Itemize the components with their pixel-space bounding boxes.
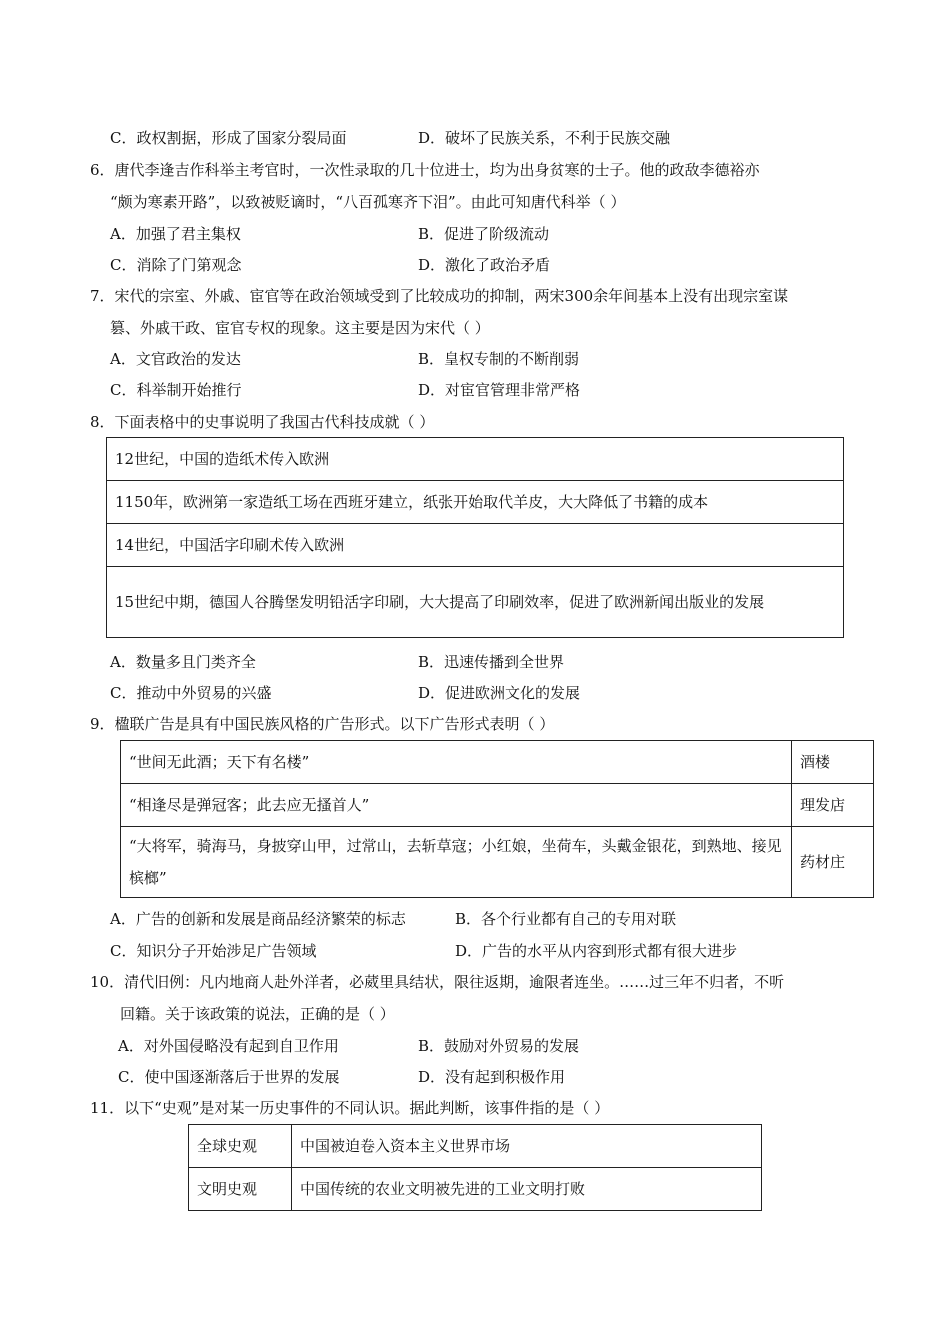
q9-option-a: A．广告的创新和发展是商品经济繁荣的标志 (110, 910, 406, 928)
q7-option-a: A．文官政治的发达 (110, 350, 241, 368)
q9-stem: 9．楹联广告是具有中国民族风格的广告形式。以下广告形式表明（ ） (90, 715, 555, 733)
q11-view-cell: 全球史观 (189, 1125, 292, 1168)
q11-view-cell: 文明史观 (189, 1168, 292, 1211)
q7-stem-line2: 篡、外戚干政、宦官专权的现象。这主要是因为宋代（ ） (110, 319, 490, 337)
table-row (189, 1125, 762, 1168)
q6-option-a: A．加强了君主集权 (110, 225, 241, 243)
q9-shop-cell: 药材庄 (792, 827, 874, 898)
table-row (121, 741, 874, 784)
q6-option-c: C．消除了门第观念 (110, 256, 242, 274)
q10-stem-line1: 10．清代旧例：凡内地商人赴外洋者，必葳里具结状，限往返期，逾限者连坐。……过三年不归者，不听 (90, 973, 785, 991)
q9-shop-cell: 酒楼 (792, 741, 874, 784)
q8-cell: 1150年，欧洲第一家造纸工场在西班牙建立，纸张开始取代羊皮，大大降低了书籍的成本 (107, 481, 844, 524)
q7-option-d: D．对宦官管理非常严格 (418, 381, 581, 399)
table-row (107, 567, 844, 638)
q8-option-c: C．推动中外贸易的兴盛 (110, 684, 272, 702)
q11-stem: 11．以下“史观”是对某一历史事件的不同认识。据此判断，该事件指的是（ ） (90, 1099, 610, 1117)
q10-stem-line2: 回籍。关于该政策的说法，正确的是（ ） (120, 1005, 395, 1023)
q6-option-d: D．激化了政治矛盾 (418, 256, 551, 274)
q7-option-c: C．科举制开始推行 (110, 381, 242, 399)
q9-couplet-cell: “大将军，骑海马，身披穿山甲，过常山，去斩草寇；小红娘，坐荷车，头戴金银花，到熟地、接见槟榔” (121, 827, 792, 898)
q8-cell: 12世纪，中国的造纸术传入欧洲 (107, 438, 844, 481)
table-row (107, 524, 844, 567)
q10-option-d: D．没有起到积极作用 (418, 1068, 566, 1086)
q8-stem: 8．下面表格中的史事说明了我国古代科技成就（ ） (90, 413, 435, 431)
q9-option-c: C．知识分子开始涉足广告领域 (110, 942, 317, 960)
q8-option-d: D．促进欧洲文化的发展 (418, 684, 581, 702)
q7-stem-line1: 7．宋代的宗室、外戚、宦官等在政治领域受到了比较成功的抑制，两宋300余年间基本上没有出现宗室谋 (90, 287, 789, 305)
q5-option-d: D．破坏了民族关系，不利于民族交融 (418, 129, 671, 147)
table-row (189, 1168, 762, 1211)
q11-text-cell: 中国传统的农业文明被先进的工业文明打败 (292, 1168, 762, 1211)
q5-option-c: C．政权割据，形成了国家分裂局面 (110, 129, 347, 147)
table-row (121, 784, 874, 827)
q10-option-b: B．鼓励对外贸易的发展 (418, 1037, 580, 1055)
q6-stem-line2: “颇为寒素开路”，以致被贬谪时，“八百孤寒齐下泪”。由此可知唐代科举（ ） (110, 193, 626, 211)
q9-shop-cell: 理发店 (792, 784, 874, 827)
table-row (107, 438, 844, 481)
q6-stem-line1: 6．唐代李逢吉作科举主考官时，一次性录取的几十位进士，均为出身贫寒的士子。他的政敌李德裕亦 (90, 161, 760, 179)
q11-text-cell: 中国被迫卷入资本主义世界市场 (292, 1125, 762, 1168)
q9-couplet-cell: “世间无此酒；天下有名楼” (121, 741, 792, 784)
q9-couplet-cell: “相逢尽是弹冠客；此去应无搔首人” (121, 784, 792, 827)
q11-table (188, 1124, 762, 1211)
q10-option-a: A．对外国侵略没有起到自卫作用 (118, 1037, 339, 1055)
q7-option-b: B．皇权专制的不断削弱 (418, 350, 580, 368)
q8-cell: 14世纪，中国活字印刷术传入欧洲 (107, 524, 844, 567)
q9-table (120, 740, 874, 898)
q8-option-b: B．迅速传播到全世界 (418, 653, 565, 671)
q8-cell: 15世纪中期，德国人谷腾堡发明铅活字印刷，大大提高了印刷效率，促进了欧洲新闻出版业的发展 (107, 567, 844, 638)
q9-option-b: B．各个行业都有自己的专用对联 (455, 910, 677, 928)
table-row (107, 481, 844, 524)
table-row (121, 827, 874, 898)
q8-table (106, 437, 844, 638)
q10-option-c: C．使中国逐渐落后于世界的发展 (118, 1068, 340, 1086)
q8-option-a: A．数量多且门类齐全 (110, 653, 256, 671)
q9-option-d: D．广告的水平从内容到形式都有很大进步 (455, 942, 738, 960)
q6-option-b: B．促进了阶级流动 (418, 225, 550, 243)
